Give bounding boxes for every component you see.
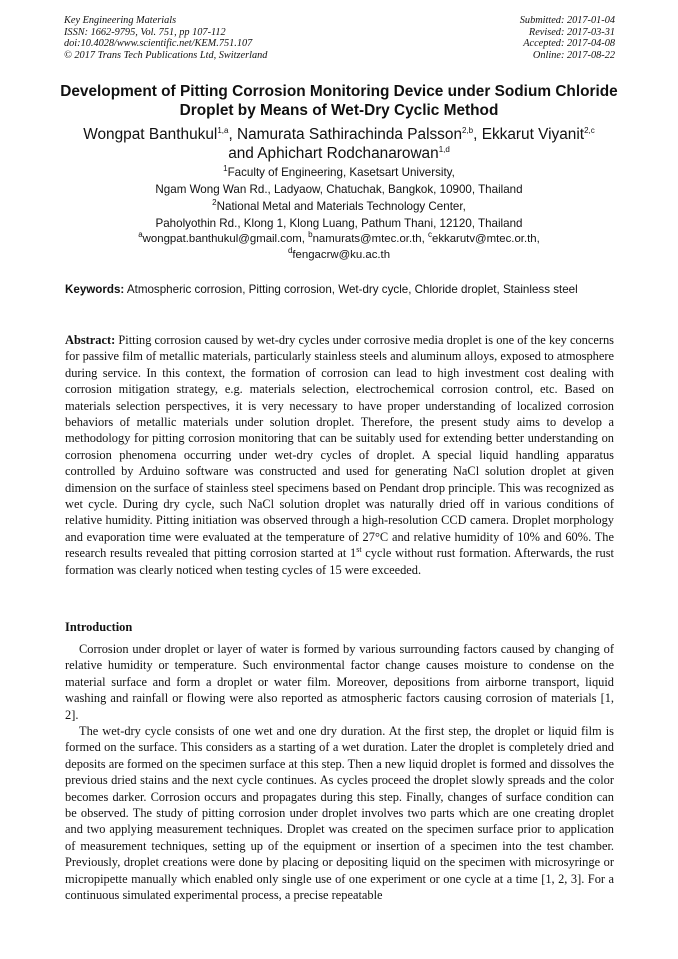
affiliation-line: Paholyothin Rd., Klong 1, Klong Luang, Pathum Thani, 12120, Thailand [155,216,523,230]
author-name: Ekkarut Viyanit [481,126,585,143]
author-separator: , [228,126,237,143]
email-marker: d [287,245,293,255]
keywords-label: Keywords: [65,283,125,296]
date-online: Online: 2017-08-22 [532,49,615,61]
email-address[interactable]: wongpat.banthukul@gmail.com [142,233,302,245]
author-affiliation-marker: 2,c [584,125,595,135]
author-name: Wongpat Banthukul [83,126,218,143]
abstract [65,332,614,578]
author-list [40,126,638,163]
abstract-superscript: st [356,545,362,555]
introduction-body [65,641,614,904]
affiliation-line: Faculty of Engineering, Kasetsart University, [227,166,455,179]
paper-title: Development of Pitting Corrosion Monitoring Device under Sodium Chloride Droplet by Means of Wet-Dry Cyclic Method [60,83,618,119]
journal-info [64,15,267,61]
author-emails: $^a$wongpat.banthukul@gmail.com, $^b$namurats@mtec.or.th, $^c$ekkarutv@mtec.or.th, $^d$fengacrw@ku.ac.th [138,230,540,261]
section-heading: Introduction [65,620,133,634]
author-name: Aphichart Rodchanarowan [257,144,439,162]
journal-copyright: © 2017 Trans Tech Publications Ltd, Switzerland [64,49,268,61]
abstract-label: Abstract: [65,333,116,347]
keywords-text: Atmospheric corrosion, Pitting corrosion, Wet-dry cycle, Chloride droplet, Stainless steel [124,283,578,296]
author-name: Namurata Sathirachinda Palsson [237,126,462,143]
paragraph: Corrosion under droplet or layer of water is formed by various surrounding factors caused by changing of relative humidity or temperature. Such environmental factor change causes moisture to condense on the material surface and form a droplet or water film. Moreover, depositions from airborne transport, liquid washing and rainfall or flowing were also reported as atmospheric factors causing corrosion of materials [1, 2]. [65,642,614,722]
journal-issn: ISSN: 1662-9795, Vol. 751, pp 107-112 [64,26,226,38]
paragraph: The wet-dry cycle consists of one wet and one dry duration. At the first step, the droplet or liquid film is formed on the surface. This considers as a starting of a wet duration. Later the droplet is completely dried and deposits are formed on the specimen surface at this step. Then a new liquid droplet is formed and dissolves the previous dried stains and the next cycle continues. As cycles proceed the droplet slowly spreads and the color becomes darker. Corrosion occurs and propagates during this step. Finally, changes of surface condition can be observed. The study of pitting corrosion under droplet involves two parts which are one creating droplet and two applying measurement techniques. Droplet was created on the specimen surface prior to application of measurement techniques, setting up of the equipment or insertion of a specimen into the test chamber. Previously, droplet creations were done by placing or depositing liquid on the specimen with microsyringe or micropipette manually which enabled only single use of one experiment or one cycle at a time [1, 2, 3]. For a continuous simulated experimental process, a precise repeatable [65,724,614,903]
email-address[interactable]: fengacrw@ku.ac.th [292,248,391,261]
abstract-text: Pitting corrosion caused by wet-dry cycles under corrosive media droplet is one of the key concerns for passive film of metallic materials, particularly stainless steels and aluminum alloys, exposed to atmosphere during service. In this context, the formation of corrosion can lead to high investment cost dealing with corrosion mitigation strategy, e.g. materials selection, electrochemical corrosion control, etc. Based on materials selection perspectives, it is very necessary to have proper understanding of localized corrosion behaviors of metallic materials under solution droplet. Therefore, the present study aims to develop a methodology for pitting corrosion monitoring that can be suitably used for extending better understanding on corrosion phenomena occurring under wet-dry cycles of droplet. A special liquid handling apparatus controlled by Arduino software was constructed and used for generating NaCl solution droplet at given dimension on the surface of stainless steel specimens based on Pendant drop principle. This was recognized as wet cycle. During dry cycle, such NaCl solution droplet was naturally dried off in various conditions of relative humidity. Pitting initiation was observed through a high-resolution CCD camera. Droplet morphology and evaporation time were evaluated at the temperature of 27°C and relative humidity of 10% and 60%. The research results revealed that pitting corrosion started at 1 [65,333,614,561]
affiliation-marker: 1 [223,164,228,174]
affiliation-line: National Metal and Materials Technology Center, [216,200,466,213]
dates-info [520,15,615,61]
journal-name: Key Engineering Materials [64,15,177,26]
email-marker: a [138,230,143,240]
email-marker: b [308,230,313,240]
date-accepted: Accepted: 2017-04-08 [523,38,615,50]
affiliation [40,199,638,232]
abstract-text-end: cycle without rust formation. Afterwards, the rust formation was clearly noticed when testing cycles of 15 were exceeded. [65,546,614,577]
author-affiliation-marker: 1,a [217,125,229,135]
email-address[interactable]: namurats@mtec.or.th [312,233,422,245]
affiliation-line: Ngam Wong Wan Rd., Ladyaow, Chatuchak, Bangkok, 10900, Thailand [155,182,523,196]
author-conjunction: and [228,144,258,162]
affiliation [40,165,638,198]
author-separator: , [473,126,482,143]
affiliation-marker: 2 [212,198,217,208]
author-affiliation-marker: 1,d [438,144,450,154]
author-affiliation-marker: 2,b [462,125,474,135]
date-revised: Revised: 2017-03-31 [528,26,615,38]
email-address[interactable]: ekkarutv@mtec.or.th [431,233,537,245]
email-marker: c [427,230,432,240]
date-submitted: Submitted: 2017-01-04 [519,15,615,26]
journal-doi: doi:10.4028/www.scientific.net/KEM.751.107 [64,38,253,50]
keywords [65,282,614,298]
